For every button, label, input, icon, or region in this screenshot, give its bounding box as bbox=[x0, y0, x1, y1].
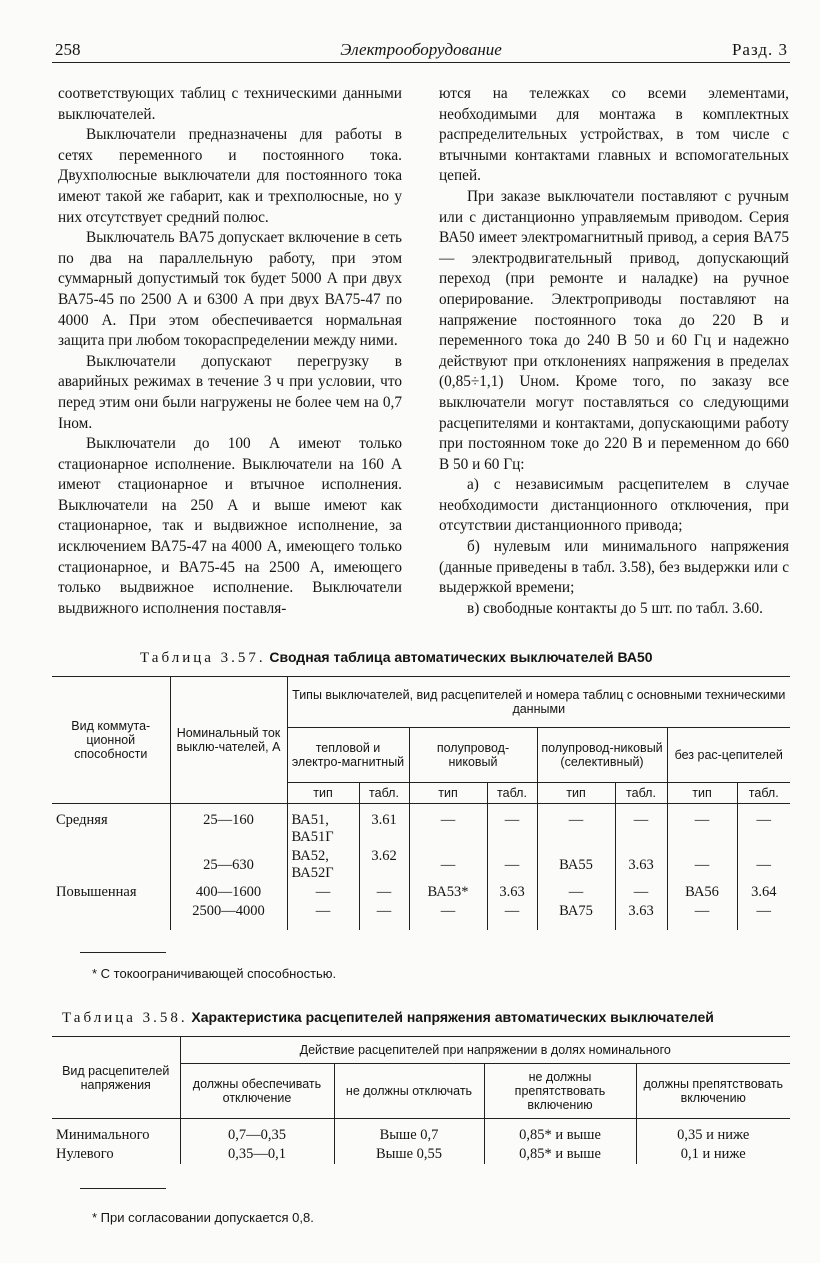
table-header-cell: должны препятствовать включению bbox=[636, 1064, 790, 1119]
table-cell: ВА55 bbox=[537, 847, 615, 883]
paragraph: ются на тележках со всеми элементами, необходимыми для монтажа в комплектных распределительных устройствах, в том числе с втычными контактами главных и вспомогательных цепей. bbox=[439, 85, 789, 185]
table-58-footnote: * При согласовании допускается 0,8. bbox=[92, 1210, 314, 1225]
table-cell: Выше 0,55 bbox=[334, 1145, 484, 1164]
section-label: Разд. 3 bbox=[731, 40, 788, 59]
paragraph: Выключатель ВА75 допускает включение в сеть по два на параллельную работу, при этом суммарный допустимый ток будет 5000 А при двух ВА75-45 по 2500 А и 6300 А при двух ВА75-47 по 4000 А. При этом обеспечивается нормальная защита при любом токораспределении между ними. bbox=[58, 229, 402, 350]
table-row bbox=[52, 804, 790, 848]
table-cell: — bbox=[409, 902, 487, 930]
table-cell: Минимального bbox=[56, 1127, 150, 1143]
page-header bbox=[52, 38, 790, 63]
table-57-caption bbox=[140, 649, 653, 667]
table-cell: 3.63 bbox=[487, 883, 537, 902]
table-cell: — bbox=[487, 902, 537, 930]
table-header-cell: не должны препятствовать включению bbox=[484, 1064, 636, 1119]
page-number: 258 bbox=[55, 40, 81, 59]
table-cell: — bbox=[359, 902, 409, 930]
paragraph: соответствующих таблиц с техническими данными выключателей. bbox=[58, 85, 402, 123]
table-cell: 3.63 bbox=[615, 847, 667, 883]
list-item: б) нулевым или минимального напряжения (данные приведены в табл. 3.58), без выдержки или с выдержкой времени; bbox=[439, 538, 789, 597]
table-cell: — bbox=[537, 804, 615, 848]
table-cell: 3.63 bbox=[615, 902, 667, 930]
table-cell: — bbox=[287, 883, 359, 902]
table-header-cell: тепловой и электро-магнитный bbox=[287, 728, 409, 783]
table-header-cell: без рас-цепителей bbox=[667, 728, 790, 783]
table-cell: — bbox=[287, 902, 359, 930]
table-cell: 3.61 bbox=[359, 804, 409, 848]
table-57-label: Таблица 3.57. bbox=[140, 650, 266, 666]
paragraph: Выключатели до 100 А имеют только стационарное исполнение. Выключатели на 160 А имеют стационарное и втычное исполнения. Выключатели на 250 А и выше имеют как стационарное, так и выдвижное исполнение, за исключением ВА75-47 на 4000 А, имеющего только стационарное, и ВА75-45 на 2500 А, имеющего только выдвижное исполнение. Выключатели выдвижного исполнения поставля- bbox=[58, 435, 402, 617]
table-header-cell: полупровод-никовый bbox=[409, 728, 537, 783]
paragraph: При заказе выключатели поставляют с ручным или с дистанционно управляемым приводом. Серия ВА50 имеет электромагнитный привод, а серия ВА75 — электродвигательный привод, допускающий переход (при ремонте и наладке) на ручное оперирование. Электроприводы поставляют на напряжение постоянного тока до 220 В и переменного тока до 240 В 50 и 60 Гц и надежно действуют при отклонениях напряжения в пределах (0,85÷1,1) Uном. Кроме того, по заказу все выключатели могут поставляться со следующими расцепителями и контактами, допускающими работу при постоянном токе до 220 В и переменном до 660 В 50 и 60 Гц: bbox=[439, 187, 789, 473]
table-cell bbox=[52, 847, 170, 883]
table-header-cell: табл. bbox=[737, 783, 790, 804]
left-column bbox=[58, 84, 402, 619]
table-header-cell: табл. bbox=[487, 783, 537, 804]
table-cell: — bbox=[615, 883, 667, 902]
table-cell: — bbox=[487, 804, 537, 848]
list-item: а) с независимым расцепителем в случае необходимости дистанционного отключения, при отсутствии дистанционного привода; bbox=[439, 476, 789, 535]
table-header-cell: тип bbox=[409, 783, 487, 804]
table-cell: ВА75 bbox=[537, 902, 615, 930]
table-cell: 0,35—0,1 bbox=[180, 1145, 334, 1164]
list-item: в) свободные контакты до 5 шт. по табл. 3.60. bbox=[467, 599, 764, 617]
table-57 bbox=[52, 676, 790, 930]
table-cell: ВА51, ВА51Г bbox=[287, 804, 359, 848]
table-cell: 3.62 bbox=[359, 847, 409, 883]
paragraph: Выключатели допускают перегрузку в аварийных режимах в течение 3 ч при условии, что перед этим они были нагружены не более чем на 0,7 Iном. bbox=[58, 352, 402, 432]
table-header-cell: Вид расцепителей напряжения bbox=[52, 1037, 180, 1119]
table-cell: — bbox=[737, 847, 790, 883]
table-header-cell: Вид коммута-ционной способности bbox=[71, 719, 151, 761]
paragraph: Выключатели предназначены для работы в сетях переменного и постоянного тока. Двухполюсные выключатели для постоянного тока имеют такой же габарит, как и трехполюсные, но у них отсутствует средний полюс. bbox=[58, 126, 402, 226]
table-cell: 0,85* и выше bbox=[484, 1145, 636, 1164]
table-header-cell: тип bbox=[537, 783, 615, 804]
table-cell: — bbox=[409, 804, 487, 848]
table-header-cell: не должны отключать bbox=[334, 1064, 484, 1119]
table-58-label: Таблица 3.58. bbox=[62, 1010, 188, 1026]
footnote-rule bbox=[80, 952, 166, 953]
table-cell: ВА53* bbox=[409, 883, 487, 902]
table-cell bbox=[52, 902, 170, 930]
table-57-footnote: * С токоограничивающей способностью. bbox=[92, 966, 337, 981]
right-column bbox=[439, 84, 789, 619]
table-row bbox=[52, 883, 790, 902]
table-header-cell: тип bbox=[287, 783, 359, 804]
table-cell: — bbox=[409, 847, 487, 883]
table-cell: — bbox=[667, 902, 737, 930]
table-cell: Средняя bbox=[56, 812, 108, 828]
footnote-rule bbox=[80, 1188, 166, 1189]
table-cell: — bbox=[667, 804, 737, 848]
table-cell: 0,7—0,35 bbox=[180, 1119, 334, 1146]
table-row bbox=[52, 847, 790, 883]
table-cell: Повышенная bbox=[56, 884, 137, 900]
table-cell: — bbox=[487, 847, 537, 883]
table-row bbox=[52, 1145, 790, 1164]
table-row bbox=[52, 1119, 790, 1146]
table-header-cell: должны обеспечивать отключение bbox=[180, 1064, 334, 1119]
table-cell: Нулевого bbox=[56, 1146, 114, 1162]
table-header-cell: полупровод-никовый (селективный) bbox=[537, 728, 667, 783]
table-cell: 0,1 и ниже bbox=[636, 1145, 790, 1164]
table-cell: 2500—4000 bbox=[170, 902, 287, 930]
table-58 bbox=[52, 1036, 790, 1164]
table-cell: — bbox=[615, 804, 667, 848]
table-header-cell: тип bbox=[667, 783, 737, 804]
table-cell: 25—160 bbox=[170, 804, 287, 848]
table-cell: ВА52, ВА52Г bbox=[287, 847, 359, 883]
running-title: Электрооборудование bbox=[340, 40, 502, 59]
table-cell: — bbox=[737, 902, 790, 930]
table-57-title: Сводная таблица автоматических выключателей ВА50 bbox=[269, 649, 653, 665]
table-cell: 3.64 bbox=[737, 883, 790, 902]
table-header-cell: Типы выключателей, вид расцепителей и номера таблиц с основными техническими данными bbox=[287, 677, 790, 728]
table-cell: 25—630 bbox=[170, 847, 287, 883]
table-cell: 0,35 и ниже bbox=[636, 1119, 790, 1146]
table-cell: — bbox=[537, 883, 615, 902]
table-cell: 400—1600 bbox=[170, 883, 287, 902]
table-header-cell: Действие расцепителей при напряжении в долях номинального bbox=[180, 1037, 790, 1064]
table-header-cell: Номинальный ток выклю-чателей, А bbox=[170, 677, 287, 804]
table-cell: Выше 0,7 bbox=[334, 1119, 484, 1146]
table-cell: — bbox=[359, 883, 409, 902]
table-cell: — bbox=[667, 847, 737, 883]
table-58-title: Характеристика расцепителей напряжения автоматических выключателей bbox=[191, 1009, 714, 1025]
table-58-caption bbox=[62, 1009, 714, 1027]
table-row bbox=[52, 902, 790, 930]
table-cell: — bbox=[737, 804, 790, 848]
table-header-cell: табл. bbox=[615, 783, 667, 804]
table-cell: 0,85* и выше bbox=[484, 1119, 636, 1146]
table-header-cell: табл. bbox=[359, 783, 409, 804]
table-cell: ВА56 bbox=[667, 883, 737, 902]
